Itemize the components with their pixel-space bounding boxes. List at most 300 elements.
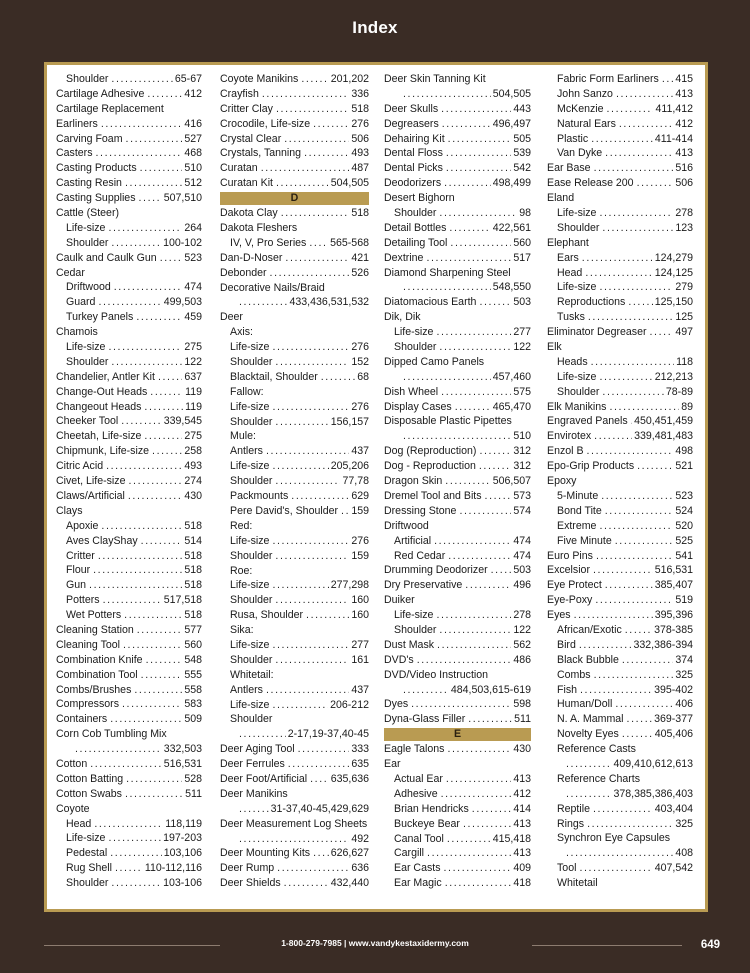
entry-term: Casting Resin <box>56 177 122 190</box>
index-entry <box>547 132 693 147</box>
index-entry <box>384 593 531 608</box>
index-entry <box>220 161 369 176</box>
dot-leader <box>278 206 350 221</box>
entry-page-refs: 548,550 <box>492 281 531 294</box>
entry-page-refs: 276 <box>351 400 369 413</box>
entry-page-refs: 339,481,483 <box>634 430 693 443</box>
entry-term: Crayfish <box>220 87 259 100</box>
entry-page-refs: 526 <box>351 266 369 279</box>
dot-leader <box>562 340 693 355</box>
index-entry <box>56 876 202 891</box>
entry-page-refs: 626,627 <box>330 847 369 860</box>
entry-page-refs: 459 <box>184 311 202 324</box>
index-entry <box>220 861 369 876</box>
index-entry <box>384 459 531 474</box>
index-entry <box>220 698 369 713</box>
dot-leader <box>122 176 182 191</box>
index-entry <box>547 310 693 325</box>
dot-leader <box>111 280 183 295</box>
dot-leader <box>574 191 693 206</box>
dot-leader <box>401 757 532 772</box>
dot-leader <box>272 593 349 608</box>
entry-term: Flour <box>66 564 91 577</box>
entry-page-refs: 516,531 <box>654 564 693 577</box>
entry-term: Citric Acid <box>56 460 104 473</box>
dot-leader <box>438 385 511 400</box>
index-entry <box>384 132 531 147</box>
dot-leader <box>310 846 329 861</box>
index-entry <box>220 623 369 638</box>
dot-leader <box>273 176 329 191</box>
dot-leader <box>112 861 143 876</box>
dot-leader <box>576 474 693 489</box>
dot-leader <box>445 549 511 564</box>
entry-term: Antlers <box>230 683 263 696</box>
entry-term: Excelsior <box>547 564 590 577</box>
entry-page-refs: 486 <box>513 653 531 666</box>
entry-term: Crystals, Tanning <box>220 147 302 160</box>
entry-page-refs: 520 <box>675 519 693 532</box>
entry-page-refs: 277 <box>351 638 369 651</box>
entry-page-refs: 277,298 <box>330 579 369 592</box>
entry-term: Deer Ferrules <box>220 758 285 771</box>
entry-page-refs: 504,505 <box>330 177 369 190</box>
entry-term: Life-size <box>230 400 270 413</box>
index-entry <box>220 87 369 102</box>
dot-leader <box>588 132 653 147</box>
entry-page-refs: 437 <box>351 445 369 458</box>
index-column-3 <box>384 72 531 891</box>
index-entry <box>56 87 202 102</box>
index-entry <box>547 251 693 266</box>
dot-leader <box>436 206 517 221</box>
entry-page-refs: 407,542 <box>654 862 693 875</box>
dot-leader <box>157 251 183 266</box>
dot-leader <box>85 266 202 281</box>
dot-leader <box>408 697 511 712</box>
dot-leader <box>274 668 369 683</box>
dot-leader <box>444 832 491 847</box>
entry-page-refs: 496,497 <box>492 117 531 130</box>
entry-term: African/Exotic <box>557 623 622 636</box>
dot-leader <box>446 221 490 236</box>
dot-leader <box>303 608 349 623</box>
index-entry <box>384 817 531 832</box>
entry-term: Coyote <box>56 802 90 815</box>
entry-term: Dakota Fleshers <box>220 222 298 235</box>
dot-leader <box>443 161 511 176</box>
dot-leader <box>123 772 182 787</box>
entry-page-refs: 275 <box>184 430 202 443</box>
entry-term: Dyes <box>384 698 409 711</box>
entry-page-refs: 413 <box>675 147 693 160</box>
dot-leader <box>123 132 183 147</box>
entry-page-refs: 573 <box>513 489 531 502</box>
entry-term: Dipped Camo Panels <box>384 355 485 368</box>
dot-leader <box>258 161 350 176</box>
entry-page-refs: 521 <box>675 460 693 473</box>
entry-term: Caulk and Caulk Gun <box>56 251 157 264</box>
entry-term: Combination Knife <box>56 653 143 666</box>
entry-term: Critter <box>66 549 95 562</box>
index-entry <box>56 489 202 504</box>
dot-leader <box>403 280 491 295</box>
entry-page-refs: 510 <box>184 162 202 175</box>
dot-leader <box>252 519 369 534</box>
entry-term: Eye Protect <box>547 579 602 592</box>
entry-page-refs: 160 <box>351 609 369 622</box>
dot-leader <box>272 355 349 370</box>
index-entry <box>220 638 369 653</box>
entry-term: Shoulder <box>230 653 273 666</box>
entry-term: Dragon Skin <box>384 475 443 488</box>
dot-leader <box>415 593 531 608</box>
entry-term: Duiker <box>384 594 415 607</box>
dot-leader <box>107 712 182 727</box>
dot-leader <box>272 653 349 668</box>
dot-leader <box>267 266 350 281</box>
entry-page-refs: 414 <box>513 802 531 815</box>
entry-page-refs: 577 <box>184 623 202 636</box>
entry-term: Compressors <box>56 698 119 711</box>
dot-leader <box>469 802 512 817</box>
entry-term: Shoulder <box>66 877 109 890</box>
index-entry <box>547 325 693 340</box>
entry-term: Life-size <box>66 341 106 354</box>
dot-leader <box>566 757 611 772</box>
entry-term: Life-size <box>230 534 270 547</box>
entry-page-refs: 548 <box>184 653 202 666</box>
entry-page-refs: 523 <box>184 251 202 264</box>
index-entry <box>547 772 693 787</box>
dot-leader <box>167 727 202 742</box>
dot-leader <box>252 564 369 579</box>
entry-term: Potters <box>66 594 100 607</box>
dot-leader <box>105 831 161 846</box>
index-entry <box>547 727 693 742</box>
entry-term: Eliminator Degreaser <box>547 326 647 339</box>
index-entry <box>547 355 693 370</box>
index-entry <box>547 578 693 593</box>
entry-page-refs: 264 <box>184 221 202 234</box>
entry-term: Artificial <box>394 534 432 547</box>
entry-term: Cotton <box>56 757 88 770</box>
entry-page-refs: 574 <box>513 504 531 517</box>
index-entry <box>220 772 369 787</box>
entry-term: Buckeye Bear <box>394 817 460 830</box>
entry-page-refs: 122 <box>513 341 531 354</box>
index-entry <box>220 757 369 772</box>
dot-leader <box>442 876 512 891</box>
entry-page-refs: 443 <box>513 102 531 115</box>
index-entry <box>547 176 693 191</box>
dot-leader <box>486 72 531 87</box>
entry-page-refs: 205,206 <box>330 460 369 473</box>
dot-leader <box>98 325 202 340</box>
index-entry <box>56 772 202 787</box>
dot-leader <box>269 400 349 415</box>
entry-term: Dremel Tool and Bits <box>384 489 482 502</box>
index-entry <box>384 400 531 415</box>
entry-term: Shoulder <box>230 415 273 428</box>
entry-page-refs: 474 <box>513 549 531 562</box>
index-entry <box>56 474 202 489</box>
entry-page-refs: 468 <box>184 147 202 160</box>
index-entry <box>384 444 531 459</box>
dot-leader <box>239 295 287 310</box>
index-entry <box>547 87 693 102</box>
entry-term: Shoulder <box>230 356 273 369</box>
entry-page-refs: 159 <box>351 549 369 562</box>
index-entry <box>56 563 202 578</box>
index-entry <box>547 757 693 772</box>
dot-leader <box>442 474 490 489</box>
entry-term: Fish <box>557 683 578 696</box>
entry-page-refs: 496 <box>513 579 531 592</box>
dot-leader <box>659 72 673 87</box>
index-entry <box>220 578 369 593</box>
entry-term: Deer Aging Tool <box>220 743 295 756</box>
index-entry <box>56 757 202 772</box>
index-entry <box>56 72 202 87</box>
dot-leader <box>269 534 349 549</box>
index-entry <box>384 832 531 847</box>
index-entry <box>220 340 369 355</box>
entry-page-refs: 412 <box>184 87 202 100</box>
index-entry <box>384 623 531 638</box>
dot-leader <box>91 817 163 832</box>
entry-term: Deer Shields <box>220 877 281 890</box>
dot-leader <box>403 429 511 444</box>
entry-term: Cattle (Steer) <box>56 207 119 220</box>
dot-leader <box>243 310 369 325</box>
entry-term: Canal Tool <box>394 832 444 845</box>
index-entry <box>384 340 531 355</box>
entry-page-refs: 510 <box>513 430 531 443</box>
dot-leader <box>488 563 512 578</box>
entry-page-refs: 276 <box>351 341 369 354</box>
entry-page-refs: 416 <box>184 117 202 130</box>
entry-term: Heads <box>557 355 588 368</box>
index-entry <box>56 549 202 564</box>
index-entry <box>547 459 693 474</box>
entry-page-refs: 118,119 <box>165 817 202 830</box>
dot-leader <box>670 831 693 846</box>
entry-term: Life-size <box>230 638 270 651</box>
dot-leader <box>403 87 491 102</box>
entry-term: Changeout Heads <box>56 400 142 413</box>
dot-leader <box>447 236 511 251</box>
entry-term: Deer Rump <box>220 862 275 875</box>
index-entry <box>384 668 531 683</box>
entry-page-refs: 474 <box>184 281 202 294</box>
dot-leader <box>619 653 673 668</box>
index-entry <box>220 817 369 832</box>
dot-leader <box>264 385 369 400</box>
index-entry <box>220 102 369 117</box>
dot-leader <box>75 742 162 757</box>
entry-term: Life-size <box>557 281 597 294</box>
dot-leader <box>622 623 652 638</box>
entry-term: Shoulder <box>557 385 600 398</box>
entry-page-refs: 369-377 <box>654 713 693 726</box>
entry-term: Chipmunk, Life-size <box>56 445 150 458</box>
dot-leader <box>582 266 652 281</box>
index-entry <box>56 742 202 757</box>
entry-term: Epo-Grip Products <box>547 460 635 473</box>
dot-leader <box>482 489 512 504</box>
entry-page-refs: 506 <box>351 132 369 145</box>
section-header-d: D <box>220 192 369 205</box>
dot-leader <box>424 846 511 861</box>
entry-term: Fallow: <box>230 385 264 398</box>
entry-page-refs: 450,451,459 <box>634 415 693 428</box>
entry-page-refs: 457,460 <box>492 370 531 383</box>
entry-page-refs: 122 <box>184 355 202 368</box>
entry-term: McKenzie <box>557 102 604 115</box>
entry-term: Chamois <box>56 326 98 339</box>
entry-term: Display Cases <box>384 400 452 413</box>
index-entry <box>220 653 369 668</box>
entry-term: N. A. Mammal <box>557 713 624 726</box>
entry-term: Detailing Tool <box>384 236 448 249</box>
entry-term: Shoulder <box>66 73 109 85</box>
dot-leader <box>272 712 369 727</box>
entry-term: John Sanzo <box>557 87 613 100</box>
dot-leader <box>269 578 328 593</box>
entry-page-refs: 474 <box>513 534 531 547</box>
dot-leader <box>602 146 673 161</box>
entry-page-refs: 418 <box>513 877 531 890</box>
index-entry <box>220 459 369 474</box>
index-entry <box>56 102 202 117</box>
dot-leader <box>306 236 328 251</box>
entry-term: Dextrine <box>384 251 424 264</box>
entry-term: DVD/Video Instruction <box>384 668 489 681</box>
dot-leader <box>596 206 673 221</box>
entry-term: Novelty Eyes <box>557 728 619 741</box>
entry-term: Drumming Deodorizer <box>384 564 488 577</box>
index-entry <box>384 206 531 221</box>
index-entry <box>56 295 202 310</box>
dot-leader <box>282 251 349 266</box>
entry-term: Ear Base <box>547 162 591 175</box>
index-entry <box>220 117 369 132</box>
entry-term: IV, V, Pro Series <box>230 236 307 249</box>
entry-page-refs: 415,418 <box>492 832 531 845</box>
dot-leader <box>476 295 511 310</box>
entry-term: Rings <box>557 817 585 830</box>
entry-page-refs: 516,531 <box>163 757 202 770</box>
index-entry <box>384 504 531 519</box>
entry-term: Fabric Form Earliners <box>557 73 659 85</box>
entry-term: Tusks <box>557 311 585 324</box>
entry-term: Shoulder <box>66 355 109 368</box>
dot-leader <box>100 593 162 608</box>
dot-leader <box>606 400 679 415</box>
index-entry <box>56 429 202 444</box>
entry-page-refs: 160 <box>351 594 369 607</box>
dot-leader <box>423 251 511 266</box>
dot-leader <box>476 444 511 459</box>
entry-term: Shoulder <box>230 713 273 726</box>
dot-leader <box>604 102 654 117</box>
dot-leader <box>444 742 511 757</box>
dot-leader <box>602 504 674 519</box>
index-entry <box>56 266 202 281</box>
dot-leader <box>616 117 673 132</box>
entry-term: Life-size <box>66 832 106 845</box>
entry-page-refs: 629 <box>351 490 369 503</box>
entry-term: Blacktail, Shoulder <box>230 370 318 383</box>
entry-page-refs: 411-414 <box>654 132 693 145</box>
index-entry <box>56 191 202 206</box>
index-entry <box>384 266 531 281</box>
entry-page-refs: 378-385 <box>654 623 693 636</box>
dot-leader <box>272 549 349 564</box>
dot-leader <box>452 400 491 415</box>
index-entry <box>547 266 693 281</box>
index-entry <box>220 146 369 161</box>
index-entry <box>384 578 531 593</box>
entry-term: Casting Products <box>56 162 137 175</box>
dot-leader <box>590 563 653 578</box>
entry-term: Engraved Panels <box>547 415 628 428</box>
entry-page-refs: 506 <box>675 177 693 190</box>
index-entry <box>56 236 202 251</box>
index-entry <box>384 697 531 712</box>
dot-leader <box>636 742 693 757</box>
index-entry <box>547 72 693 87</box>
entry-term: Dish Wheel <box>384 385 439 398</box>
dot-leader <box>274 861 349 876</box>
index-entry <box>547 236 693 251</box>
index-entry <box>547 519 693 534</box>
entry-page-refs: 336 <box>351 87 369 100</box>
entry-page-refs: 123 <box>675 221 693 234</box>
entry-page-refs: 278 <box>675 207 693 220</box>
entry-page-refs: 598 <box>513 698 531 711</box>
entry-page-refs: 403,404 <box>654 802 693 815</box>
entry-term: Shoulder <box>394 341 437 354</box>
index-entry <box>56 683 202 698</box>
entry-page-refs: 413 <box>513 847 531 860</box>
entry-term: Life-size <box>230 698 270 711</box>
index-entry <box>220 415 369 430</box>
entry-term: Shoulder <box>66 236 109 249</box>
entry-page-refs: 509 <box>184 713 202 726</box>
entry-page-refs: 276 <box>351 534 369 547</box>
index-entry <box>384 534 531 549</box>
entry-term: Reference Charts <box>557 772 641 785</box>
entry-term: Cotton Batting <box>56 772 124 785</box>
dot-leader <box>137 161 183 176</box>
dot-leader <box>164 102 202 117</box>
dot-leader <box>90 563 182 578</box>
entry-term: Deer Manikins <box>220 787 288 800</box>
entry-page-refs: 505 <box>513 132 531 145</box>
dot-leader <box>108 72 172 87</box>
entry-page-refs: 636 <box>351 862 369 875</box>
dot-leader <box>512 414 531 429</box>
dot-leader <box>596 370 652 385</box>
entry-page-refs: 98 <box>519 207 531 220</box>
index-column-1 <box>56 72 202 891</box>
entry-term: Driftwood <box>66 281 111 294</box>
dot-leader <box>122 787 183 802</box>
index-entry <box>384 251 531 266</box>
entry-term: Cartilage Replacement <box>56 102 164 115</box>
